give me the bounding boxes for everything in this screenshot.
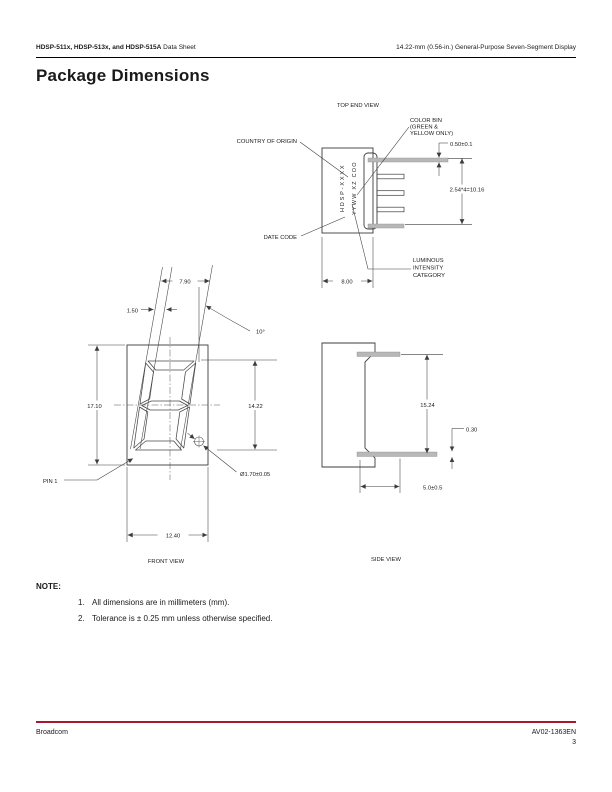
top-end-view (237, 103, 492, 288)
marking-part-number: HDSP-XXXX (340, 165, 346, 212)
side-view (322, 343, 477, 563)
dim-lead-length-value: 5.0±0.5 (423, 485, 443, 492)
dim-char-width (161, 277, 209, 286)
dim-seg-width-value: 1.50 (126, 308, 138, 315)
luminous-label-1: LUMINOUS (413, 258, 444, 264)
dim-slant-angle (206, 306, 265, 336)
marking-date-code: YYWW XZ COO (352, 162, 358, 215)
color-bin-label-2: (GREEN & (410, 124, 439, 131)
note-item-2-text: Tolerance is ± 0.25 mm unless otherwise specified. (92, 614, 273, 623)
dim-lead-thickness-value: 0.30 (466, 427, 478, 434)
front-view-slant-lines (131, 265, 213, 449)
dim-lead-pitch (405, 158, 492, 224)
seven-segment-character (133, 361, 196, 450)
decimal-point (193, 436, 205, 448)
dim-body-depth (322, 237, 373, 288)
note-item-1 (78, 598, 229, 607)
dim-body-depth-value: 8.00 (341, 279, 353, 286)
note-item-1-text: All dimensions are in millimeters (mm). (92, 598, 230, 607)
color-bin-label-3: YELLOW ONLY) (410, 131, 454, 137)
dim-dp-diameter-value: Ø1.70±0.05 (240, 472, 271, 478)
dim-char-height (201, 360, 277, 450)
luminous-label-2: INTENSITY (413, 265, 444, 272)
dim-lead-span-value: 15.24 (420, 403, 435, 409)
color-bin-label-1: COLOR BIN (410, 118, 442, 124)
pin1-callout (43, 459, 133, 486)
header-subtitle: 14.22-mm (0.56-in.) General-Purpose Seven-Segment Display (396, 44, 576, 51)
dim-dp-diameter (188, 433, 271, 478)
page-title: Package Dimensions (36, 66, 210, 85)
front-view-centerlines (114, 337, 220, 480)
header-left (36, 44, 196, 51)
front-view (43, 265, 277, 565)
dim-lead-width-value: 0.50±0.1 (450, 142, 473, 148)
footer-rule (36, 721, 576, 723)
dim-body-height-value: 17.10 (87, 404, 102, 410)
dim-lead-pitch-value: 2.54*4=10.16 (449, 187, 485, 194)
note-item-1-num: 1. (78, 598, 85, 607)
date-code-label: DATE CODE (263, 235, 297, 241)
dim-seg-width (127, 309, 177, 315)
dim-lead-length (360, 459, 442, 494)
note-item-2-num: 2. (78, 614, 85, 623)
package-dimensions-figure (0, 90, 612, 590)
side-view-body (322, 343, 375, 467)
dim-slant-angle-value: 10° (256, 329, 265, 336)
top-end-view-leads (368, 158, 448, 228)
footer-right (532, 728, 576, 747)
dim-lead-span (401, 354, 443, 453)
header-doc-type: Data Sheet (161, 44, 196, 51)
dim-char-width-value: 7.90 (179, 279, 191, 286)
country-of-origin-label: COUNTRY OF ORIGIN (236, 139, 297, 145)
front-view-caption: FRONT VIEW (147, 559, 185, 565)
header-product-line: HDSP-511x, HDSP-513x, and HDSP-515A (36, 44, 162, 51)
footer-doc-number: AV02-1363EN (531, 729, 576, 736)
luminous-label-3: CATEGORY (413, 273, 445, 279)
top-end-view-caption: TOP END VIEW (337, 103, 379, 109)
dim-lead-thickness (452, 428, 477, 470)
footer-page-number: 3 (572, 738, 576, 746)
footer-company: Broadcom (36, 729, 68, 736)
note-label: NOTE: (36, 582, 61, 591)
pin1-label: PIN 1 (43, 479, 58, 485)
note-item-2 (78, 614, 272, 623)
dim-char-height-value: 14.22 (248, 404, 263, 410)
dim-body-width-value: 12.40 (165, 533, 181, 540)
side-view-caption: SIDE VIEW (371, 557, 401, 563)
header-rule (36, 57, 576, 58)
dim-body-width (127, 467, 208, 542)
